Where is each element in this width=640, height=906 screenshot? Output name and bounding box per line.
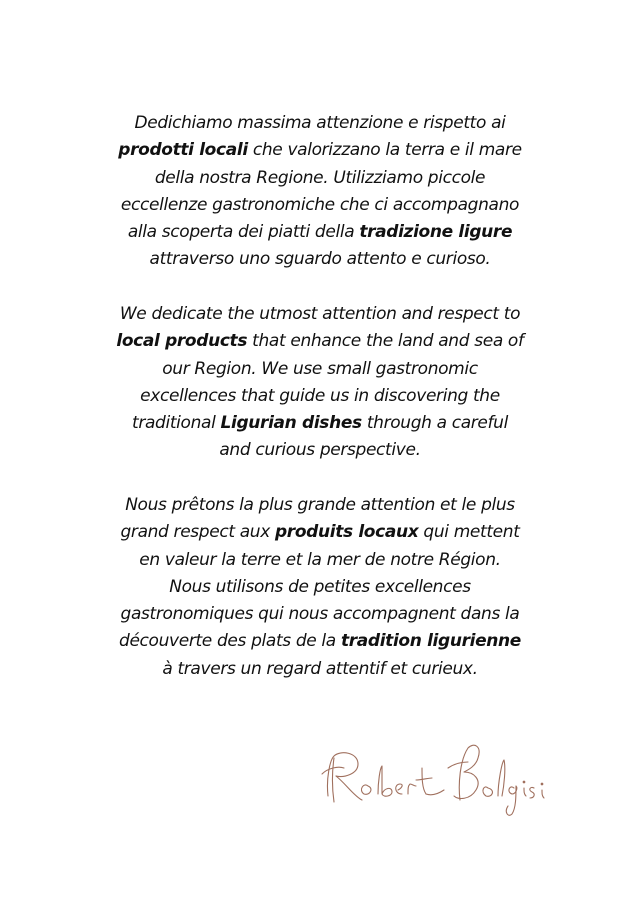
italian-line-2: prodotti locali che valorizzano la terra e il mare: [118, 140, 522, 161]
italian-highlight-local-products: prodotti locali: [118, 140, 248, 161]
french-line-1: Nous prêtons la plus grande attention et le plus: [125, 495, 515, 515]
english-line-3: our Region. We use small gastronomic: [162, 358, 478, 379]
french-paragraph: [60, 492, 580, 683]
italian-line-3: della nostra Regione. Utilizziamo piccole: [154, 167, 486, 188]
english-line-2: local products that enhance the land and sea of: [116, 331, 524, 352]
english-line-6: and curious perspective.: [219, 440, 421, 461]
french-line-4: Nous utilisons de petites excellences: [169, 576, 471, 597]
french-highlight-local-products: produits locaux: [274, 522, 419, 543]
italian-line-4: eccellenze gastronomiche che ci accompagnano: [120, 194, 520, 215]
french-line-3: en valeur la terre et la mer de notre Région.: [139, 549, 501, 570]
signature-icon: [318, 738, 548, 818]
french-line-7: à travers un regard attentif et curieux.: [162, 658, 478, 679]
english-line-4: excellences that guide us in discovering the: [140, 385, 500, 406]
english-line-1: We dedicate the utmost attention and respect to: [119, 304, 521, 324]
french-line-2: grand respect aux produits locaux qui mettent: [120, 522, 520, 543]
english-paragraph: [60, 301, 580, 465]
english-highlight-ligurian-dishes: Ligurian dishes: [220, 413, 362, 434]
italian-highlight-tradition: tradizione ligure: [359, 222, 513, 243]
english-highlight-local-products: local products: [116, 331, 248, 352]
french-highlight-tradition: tradition ligurienne: [340, 631, 521, 652]
french-line-5: gastronomiques qui nous accompagnent dans la: [120, 604, 520, 625]
italian-paragraph: [60, 110, 580, 274]
handwritten-signature: [318, 738, 548, 818]
italian-line-1: Dedichiamo massima attenzione e rispetto ai: [134, 113, 506, 133]
italian-line-5: alla scoperta dei piatti della tradizione ligure: [127, 222, 513, 243]
italian-line-6: attraverso uno sguardo attento e curioso.: [149, 249, 491, 270]
french-line-6: découverte des plats de la tradition ligurienne: [119, 631, 521, 652]
english-line-5: traditional Ligurian dishes through a careful: [132, 413, 508, 434]
